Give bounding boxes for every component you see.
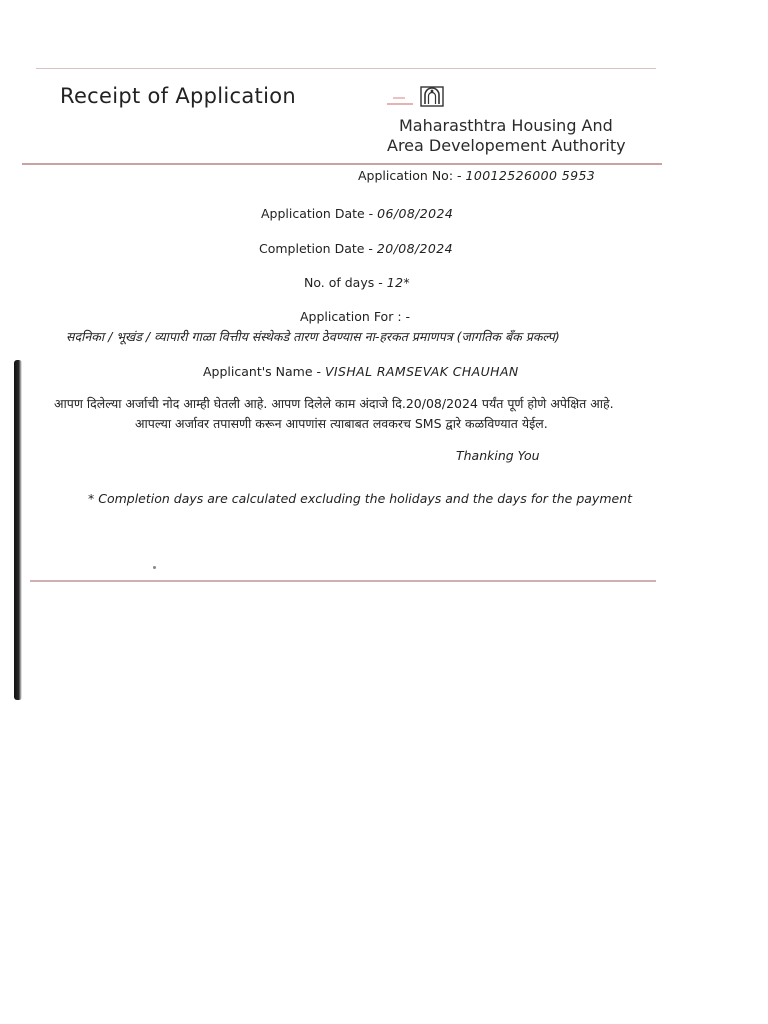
application-number [358,168,595,183]
applicant-name-label: Applicant's Name - [203,364,325,379]
authority-line-1: Maharasthtra Housing And [399,116,613,135]
receipt-title: Receipt of Application [60,84,296,108]
application-number-label: Application No: - [358,168,466,183]
mhada-emblem-icon [383,84,447,110]
application-date-value: 06/08/2024 [377,206,454,221]
completion-date [259,241,453,256]
number-of-days [304,275,410,290]
top-rule [36,68,656,69]
bottom-rule [30,580,656,582]
application-date-label: Application Date - [261,206,378,221]
application-number-value: 10012526000 5953 [465,168,596,183]
completion-footnote: * Completion days are calculated excluding the holidays and the days for the payment [88,491,633,506]
completion-date-label: Completion Date - [259,241,377,256]
number-of-days-label: No. of days - [304,275,387,290]
authority-name [387,116,626,156]
applicant-name [203,364,519,379]
completion-date-value: 20/08/2024 [376,241,453,256]
application-for-label: Application For : - [300,309,411,324]
application-date [261,206,453,221]
header-rule [22,163,662,165]
authority-line-2: Area Developement Authority [387,136,626,155]
acknowledgement-line-2: आपल्या अर्जावर तपासणी करून आपणांस त्याबाबत लवकरच SMS द्वारे कळविण्यात येईल. [135,416,548,431]
applicant-name-value: VISHAL RAMSEVAK CHAUHAN [324,364,519,379]
scan-speck [153,566,156,569]
thanking-you: Thanking You [456,448,540,463]
acknowledgement-line-1: आपण दिलेल्या अर्जाची नोद आम्ही घेतली आहे. आपण दिलेले काम अंदाजे दि.20/08/2024 पर्यंत पूर्ण होणे अपेक्षित आहे. [54,396,614,411]
application-for-value: सदनिका / भूखंड / व्यापारी गाळा वित्तीय संस्थेकडे तारण ठेवण्यास ना-हरकत प्रमाणपत्र (जागतिक बँक प्रकल्प) [66,329,560,344]
number-of-days-value: 12* [386,275,411,290]
scan-edge [14,360,22,700]
